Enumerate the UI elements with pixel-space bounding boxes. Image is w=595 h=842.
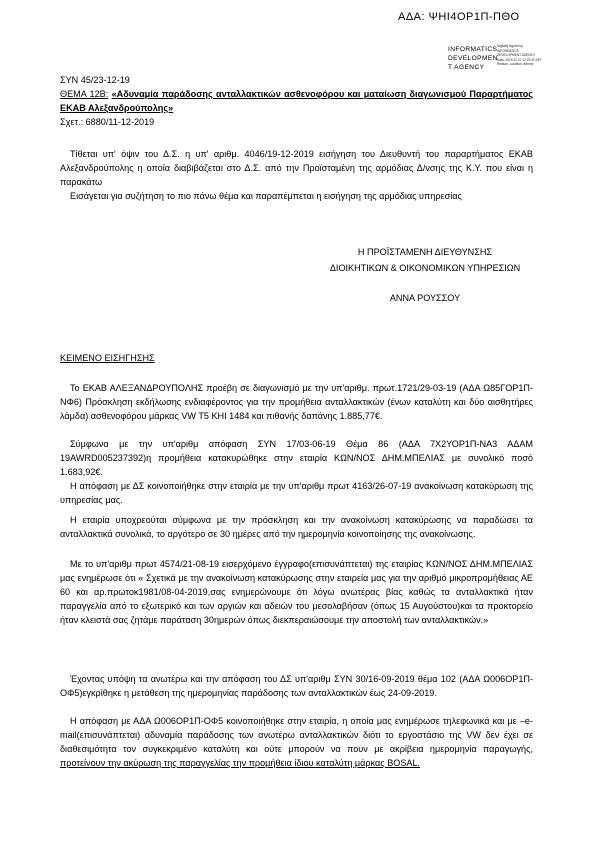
body-paragraph-4: Η εταιρία υποχρεούται σύμφωνα με την πρόσκληση και την ανακοίνωση κατακύρωσης να παραδώσει τα ανταλλακτικά συνολικά, το αργότερο σε 30 ημέρες από την ημερομηνία κοινοποίησης της ανακοίνωσης.	[60, 515, 533, 539]
body-paragraph-7-underlined: προτείνουν την ακύρωση της παραγγελίας την προμήθεια ίδιου καταλύτη μάρκας BOSAL.	[60, 758, 421, 768]
body-paragraph-3: Η απόφαση με ΔΣ κοινοποιήθηκε στην εταιρία με την υπ'αριθμ πρωτ 4163/26-07-19 ανακοίνωση κατακύρωση της υπηρεσίας μας.	[60, 481, 533, 505]
body-paragraph-7-text: Η απόφαση με ΑΔΑ Ω006ΟΡ1Π-ΟΦ5 κοινοποιήθηκε στην εταιρία, η οποία μας ενημέρωσε τηλεφωνικά και με –e-mail(επισυνάπτεται) αδυναμία παράδοσης των ανωτέρω ανταλλακτικών διότι το εργοστάσιο της VW δεν έχει σε διαθεσιμότητα τον συγκεκριμένο καταλύτη και ούτε μπορούν να πουν με ακρίβεια ημερομηνία παραγωγής,	[60, 716, 533, 754]
thema-label: ΘΕΜΑ 12Β:	[60, 89, 109, 99]
intro-paragraph: Τίθεται υπ' όψιν του Δ.Σ. η υπ' αριθμ. 4046/19-12-2019 εισήγηση του Διευθυντή του παραρτήματος ΕΚΑΒ Αλεξανδρούπολης η οποία διαβιβάζεται στο Δ.Σ. από την Προϊσταμένη της αρμόδιας Δ/νσης της Κ.Υ. που είναι η παρακάτω	[60, 149, 533, 187]
intro-paragraph-2: Εισάγεται για συζήτηση το πιο πάνω θέμα και παραπέμπεται η εισήγηση της αρμόδιας υπηρεσίας	[70, 191, 462, 201]
body-paragraph-5: Με το υπ'αριθμ πρωτ 4574/21-08-19 εισερχόμενο έγγραφο(επισυνάπτεται) της εταιρίας ΚΩΝ/ΝΟΣ ΔΗΜ.ΜΠΕΛΙΑΣ μας ενημέρωσε ότι « Σχετικά με την ανακοίνωση κατακύρωσης στην εταιρεία μας για την αριθμό μικροπρομήθειας ΑΕ 60 και αρ.πρωτοκ1981/08-04-2019,σας ενημερώνουμε ότι λόγω ανωτέρας βίας καθώς τα ανταλλακτικά ήταν παραγγελία από το εξωτερικό και των αργιών και αδειών του μεσολαβήσαν (όπως 15 Αυγούστου)και τα προκτορείο ήταν κλειστά σας ζητάμε παράταση 30ημερών όπως διεκπεραιώσουμε την αποστολή των ανταλλακτικών.»	[60, 559, 533, 625]
body-paragraph-7	[60, 714, 533, 770]
body-paragraph-1: Το ΕΚΑΒ ΑΛΕΞΑΝΔΡΟΥΠΟΛΗΣ προέβη σε διαγωνισμό με την υπ'αριθμ. πρωτ.1721/29-03-19 (ΑΔΑ Ω85ΓΟΡ1Π-ΝΦ6) Πρόσκληση εκδήλωσης ενδιαφέροντος για την προμήθεια ανταλλακτικών (ένων καταλύτη και δύο αισθητήρες λάμδα) ασθενοφόρου μάρκας VW T5 ΚΗΙ 1484 και πιθανής δαπάνης 1.885,77€.	[60, 383, 533, 421]
logo-line: T AGENCY	[448, 64, 485, 71]
signature-name: ΑΝΝΑ ΡΟΥΣΣΟΥ	[389, 293, 461, 303]
body-paragraph-2: Σύμφωνα με την υπ'αριθμ απόφαση ΣΥΝ 17/03-06-19 Θέμα 86 (ΑΔΑ 7Χ2ΥΟΡ1Π-ΝΑ3 ΑΔΑΜ 19AWRD005237392)η προμήθεια κατακυρώθηκε στην εταιρία ΚΩΝ/ΝΟΣ ΔΗΜ.ΜΠΕΛΙΑΣ με συνολικό ποσό 1.683,92€.	[60, 439, 533, 477]
logo-line: INFORMATICS	[448, 46, 498, 53]
reference-number: Σχετ.: 6880/11-12-2019	[60, 117, 155, 127]
syn-number: ΣΥΝ 45/23-12-19	[60, 75, 130, 85]
section-heading: ΚΕΙΜΕΝΟ ΕΙΣΗΓΗΣΗΣ	[60, 353, 155, 363]
body-paragraph-6: Έχοντας υπόψη τα ανωτέρω και την απόφαση του ΔΣ υπ'αριθμ ΣΥΝ 30/16-09-2019 θέμα 102 (ΑΔΑ Ω006ΟΡ1Π-ΟΦ5)εγκρίθηκε η μετάθεση της ημερομηνίας παράδοσης των ανταλλακτικών έως 24-09-2019.	[60, 674, 533, 698]
thema-block	[60, 87, 533, 115]
signature-department: ΔΙΟΙΚΗΤΙΚΩΝ & ΟΙΚΟΝΟΜΙΚΩΝ ΥΠΗΡΕΣΙΩΝ	[329, 263, 521, 273]
signature-logo-text	[448, 45, 498, 72]
ada-code: ΑΔΑ: ΨΗΙ4ΟΡ1Π-ΠΘΟ	[398, 11, 520, 23]
thema-title: «Αδυναμία παράδοσης ανταλλακτικών ασθενοφόρου και ματαίωση διαγωνισμού Παραρτήματος ΕΚΑΒ Αλεξανδρούπολης»	[60, 89, 534, 113]
signature-title: Η ΠΡΟΪΣΤΑΜΕΝΗ ΔΙΕΥΘΥΝΣΗΣ	[357, 247, 493, 257]
digital-signature-details: Digitally signed by INFORMATICS DEVELOPMENT AGENCY Date: 2019.12.27 12:22:31 EET Reason: Location: Athens	[497, 44, 542, 67]
logo-line: DEVELOPMEN	[448, 55, 498, 62]
